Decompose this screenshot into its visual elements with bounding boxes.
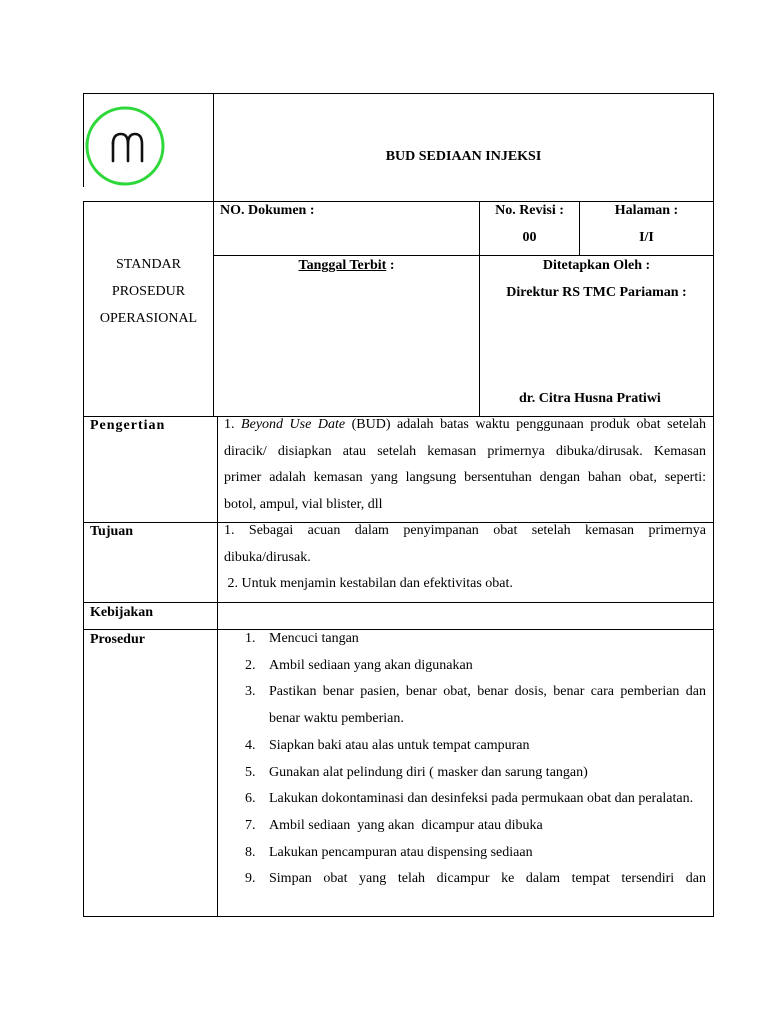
pengertian-line-1-rest: (BUD) adalah batas waktu penggunaan produk obat setelah	[345, 417, 707, 432]
prosedur-label: Prosedur	[90, 632, 145, 647]
pengertian-line-3: primer adalah kemasan yang langsung bersentuhan dengan bahan obat, seperti:	[224, 470, 706, 486]
step-text: Mencuci tangan	[269, 631, 359, 646]
no-revisi-cell	[480, 197, 579, 251]
tujuan-line-3: 2. Untuk menjamin kestabilan dan efektivitas obat.	[224, 576, 513, 592]
table-border-right	[713, 93, 714, 917]
tujuan-label: Tujuan	[90, 524, 134, 539]
ditetapkan-label: Ditetapkan Oleh :	[542, 258, 651, 273]
no-revisi-value: 00	[522, 230, 537, 245]
table-border-top	[83, 93, 714, 94]
pengertian-term: Beyond Use Date	[241, 417, 346, 432]
pengertian-line-4: botol, ampul, vial blister, dll	[224, 497, 383, 513]
step-number: 8.	[245, 844, 256, 860]
step-number: 7.	[245, 817, 256, 833]
step-text: Simpan obat yang telah dicampur ke dalam tempat tersendiri dan	[269, 871, 706, 887]
halaman-label: Halaman :	[614, 203, 679, 218]
sop-line-3: OPERASIONAL	[99, 311, 198, 326]
step-number: 4.	[245, 737, 256, 753]
list-item	[217, 813, 706, 840]
step-number: 9.	[245, 871, 256, 887]
pengertian-text	[224, 412, 706, 519]
no-dokumen-label: NO. Dokumen :	[220, 203, 315, 218]
sop-line-2: PROSEDUR	[111, 284, 186, 299]
list-item	[217, 760, 706, 787]
halaman-cell	[580, 197, 713, 251]
step-number: 1.	[245, 631, 256, 646]
signatory-name: dr. Citra Husna Pratiwi	[519, 391, 661, 406]
tanggal-terbit-label: Tanggal Terbit	[298, 258, 387, 273]
logo-icon	[84, 106, 166, 186]
row-divider-kebijakan	[83, 602, 714, 603]
no-revisi-label: No. Revisi :	[495, 203, 564, 218]
sop-label	[84, 251, 213, 332]
tanggal-terbit-colon: :	[386, 258, 395, 273]
step-text: Lakukan dokontaminasi dan desinfeksi pada permukaan obat dan peralatan.	[269, 791, 694, 807]
hospital-logo	[84, 106, 166, 186]
direktur-label: Direktur RS TMC Pariaman :	[506, 285, 687, 300]
step-text: Gunakan alat pelindung diri ( masker dan sarung tangan)	[269, 764, 588, 780]
tujuan-line-1: 1. Sebagai acuan dalam penyimpanan obat setelah kemasan primernya	[224, 523, 706, 538]
halaman-value: I/I	[639, 230, 654, 245]
list-item	[217, 653, 706, 680]
step-text: Lakukan pencampuran atau dispensing sediaan	[269, 844, 533, 860]
list-item	[217, 866, 706, 893]
list-item	[217, 840, 706, 867]
document-title: BUD SEDIAAN INJEKSI	[385, 149, 542, 164]
step-number: 6.	[245, 791, 256, 807]
tujuan-line-2: dibuka/dirusak.	[224, 549, 311, 565]
step-number: 3.	[245, 684, 256, 700]
ditetapkan-cell	[480, 252, 713, 306]
table-border-bottom	[83, 916, 714, 917]
step-number: 5.	[245, 764, 256, 780]
step-text: Ambil sediaan yang akan dicampur atau dibuka	[269, 817, 543, 833]
kebijakan-label: Kebijakan	[90, 605, 154, 620]
step-number: 2.	[245, 657, 256, 673]
prosedur-list	[217, 626, 706, 893]
step-text: Ambil sediaan yang akan digunakan	[269, 657, 473, 673]
pengertian-line-2: diracik/ disiapkan atau setelah kemasan primernya dibuka/dirusak. Kemasan	[224, 443, 706, 459]
pengertian-line-1	[224, 412, 706, 439]
pengertian-number: 1.	[224, 417, 242, 432]
sop-line-1: STANDAR	[116, 257, 181, 272]
tanggal-terbit-cell	[214, 252, 479, 279]
step-text: Siapkan baki atau alas untuk tempat campuran	[269, 737, 530, 753]
pengertian-label: Pengertian	[90, 418, 166, 433]
list-item	[217, 626, 706, 653]
list-item	[217, 786, 706, 813]
list-item	[217, 679, 706, 732]
list-item	[217, 733, 706, 760]
tujuan-text	[224, 518, 706, 598]
step-text: Pastikan benar pasien, benar obat, benar dosis, benar cara pemberian dan benar waktu pemberian.	[269, 684, 706, 727]
